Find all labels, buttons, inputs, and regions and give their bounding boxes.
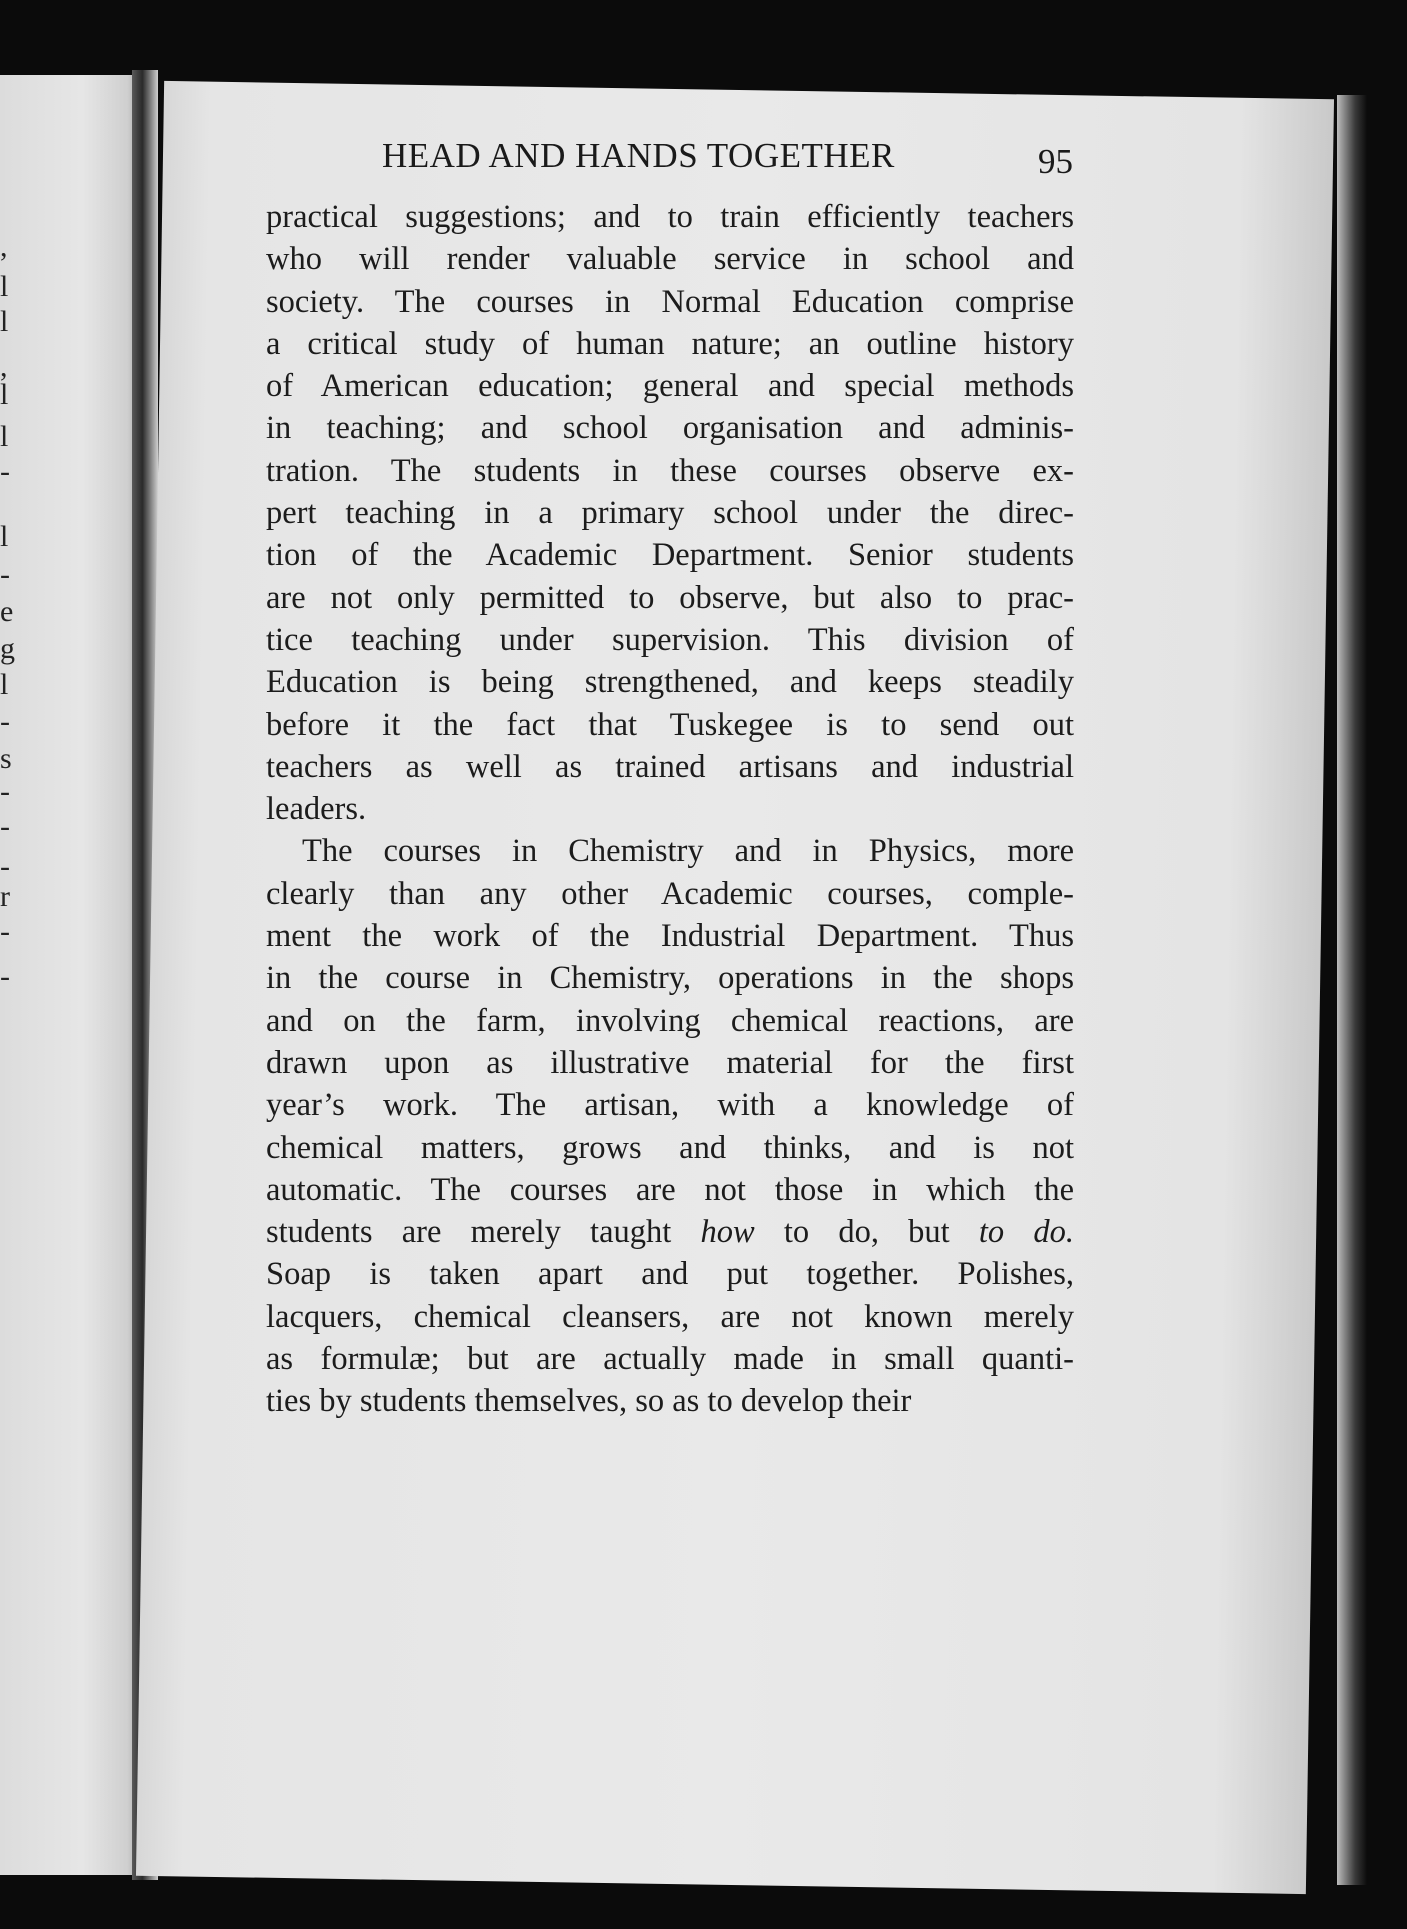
cropped-character: , xyxy=(0,350,8,383)
text-line: Education is being strengthened, and keeps steadily xyxy=(266,664,1074,701)
cropped-character: l xyxy=(0,270,9,303)
text-line: Soap is taken apart and put together. Polishes, xyxy=(266,1256,1074,1293)
cropped-character: s xyxy=(0,742,12,775)
text-line: in the course in Chemistry, operations in the shops xyxy=(266,960,1074,997)
paragraph xyxy=(266,196,1074,830)
text-line: ties by students themselves, so as to develop their xyxy=(266,1383,912,1420)
left-page-cropped-text xyxy=(0,75,20,1875)
text-line: a critical study of human nature; an outline history xyxy=(266,325,1074,362)
paragraph xyxy=(266,830,1074,1422)
body-text xyxy=(266,196,1074,1423)
text-line: ment the work of the Industrial Department. Thus xyxy=(266,918,1074,955)
cropped-character: - xyxy=(0,558,10,591)
text-line: students are merely taught how to do, but to do. xyxy=(266,1214,1074,1251)
text-line: of American education; general and special methods xyxy=(266,368,1074,405)
text-line: automatic. The courses are not those in which the xyxy=(266,1171,1074,1208)
cropped-character: - xyxy=(0,960,10,993)
running-head xyxy=(232,118,1102,181)
text-line: as formulæ; but are actually made in small quanti- xyxy=(266,1341,1074,1378)
text-line: in teaching; and school organisation and adminis- xyxy=(266,410,1074,447)
cropped-character: l xyxy=(0,668,9,701)
left-facing-page xyxy=(0,75,150,1875)
text-line: society. The courses in Normal Education comprise xyxy=(266,283,1074,320)
cropped-character: l xyxy=(0,520,9,553)
text-line: before it the fact that Tuskegee is to send out xyxy=(266,706,1074,743)
running-title: HEAD AND HANDS TOGETHER xyxy=(382,136,895,175)
cropped-character: - xyxy=(0,455,10,488)
text-line: pert teaching in a primary school under the direc- xyxy=(266,495,1074,532)
text-line: are not only permitted to observe, but also to prac- xyxy=(266,579,1074,616)
text-line: teachers as well as trained artisans and industrial xyxy=(266,748,1074,785)
cropped-character: - xyxy=(0,850,10,883)
page-number: 95 xyxy=(1038,142,1073,181)
text-line: tration. The students in these courses observe ex- xyxy=(266,452,1074,489)
text-line: practical suggestions; and to train efficiently teachers xyxy=(266,199,1074,235)
cropped-character: l xyxy=(0,305,9,338)
cropped-character: l xyxy=(0,378,9,411)
cropped-character: e xyxy=(0,595,14,628)
cropped-character: g xyxy=(0,632,15,665)
cropped-character: - xyxy=(0,915,10,948)
cropped-character: l xyxy=(0,420,9,453)
page-edge-shadow xyxy=(1337,95,1367,1885)
cropped-character: r xyxy=(0,880,10,913)
text-line: chemical matters, grows and thinks, and is not xyxy=(266,1129,1074,1166)
text-line: The courses in Chemistry and in Physics, more xyxy=(302,833,1074,870)
text-line: lacquers, chemical cleansers, are not known merely xyxy=(266,1298,1074,1335)
cropped-character: - xyxy=(0,810,10,843)
cropped-character: , xyxy=(0,230,8,263)
cropped-character: - xyxy=(0,705,10,738)
text-line: tice teaching under supervision. This division of xyxy=(266,621,1074,658)
text-line: year’s work. The artisan, with a knowledge of xyxy=(266,1087,1074,1124)
text-line: and on the farm, involving chemical reactions, are xyxy=(266,1002,1074,1039)
text-line: drawn upon as illustrative material for the first xyxy=(266,1044,1074,1081)
text-line: clearly than any other Academic courses, comple- xyxy=(266,875,1074,912)
text-line: leaders. xyxy=(266,791,367,828)
text-line: tion of the Academic Department. Senior students xyxy=(266,537,1074,574)
cropped-character: - xyxy=(0,775,10,808)
text-line: who will render valuable service in school and xyxy=(266,241,1074,278)
